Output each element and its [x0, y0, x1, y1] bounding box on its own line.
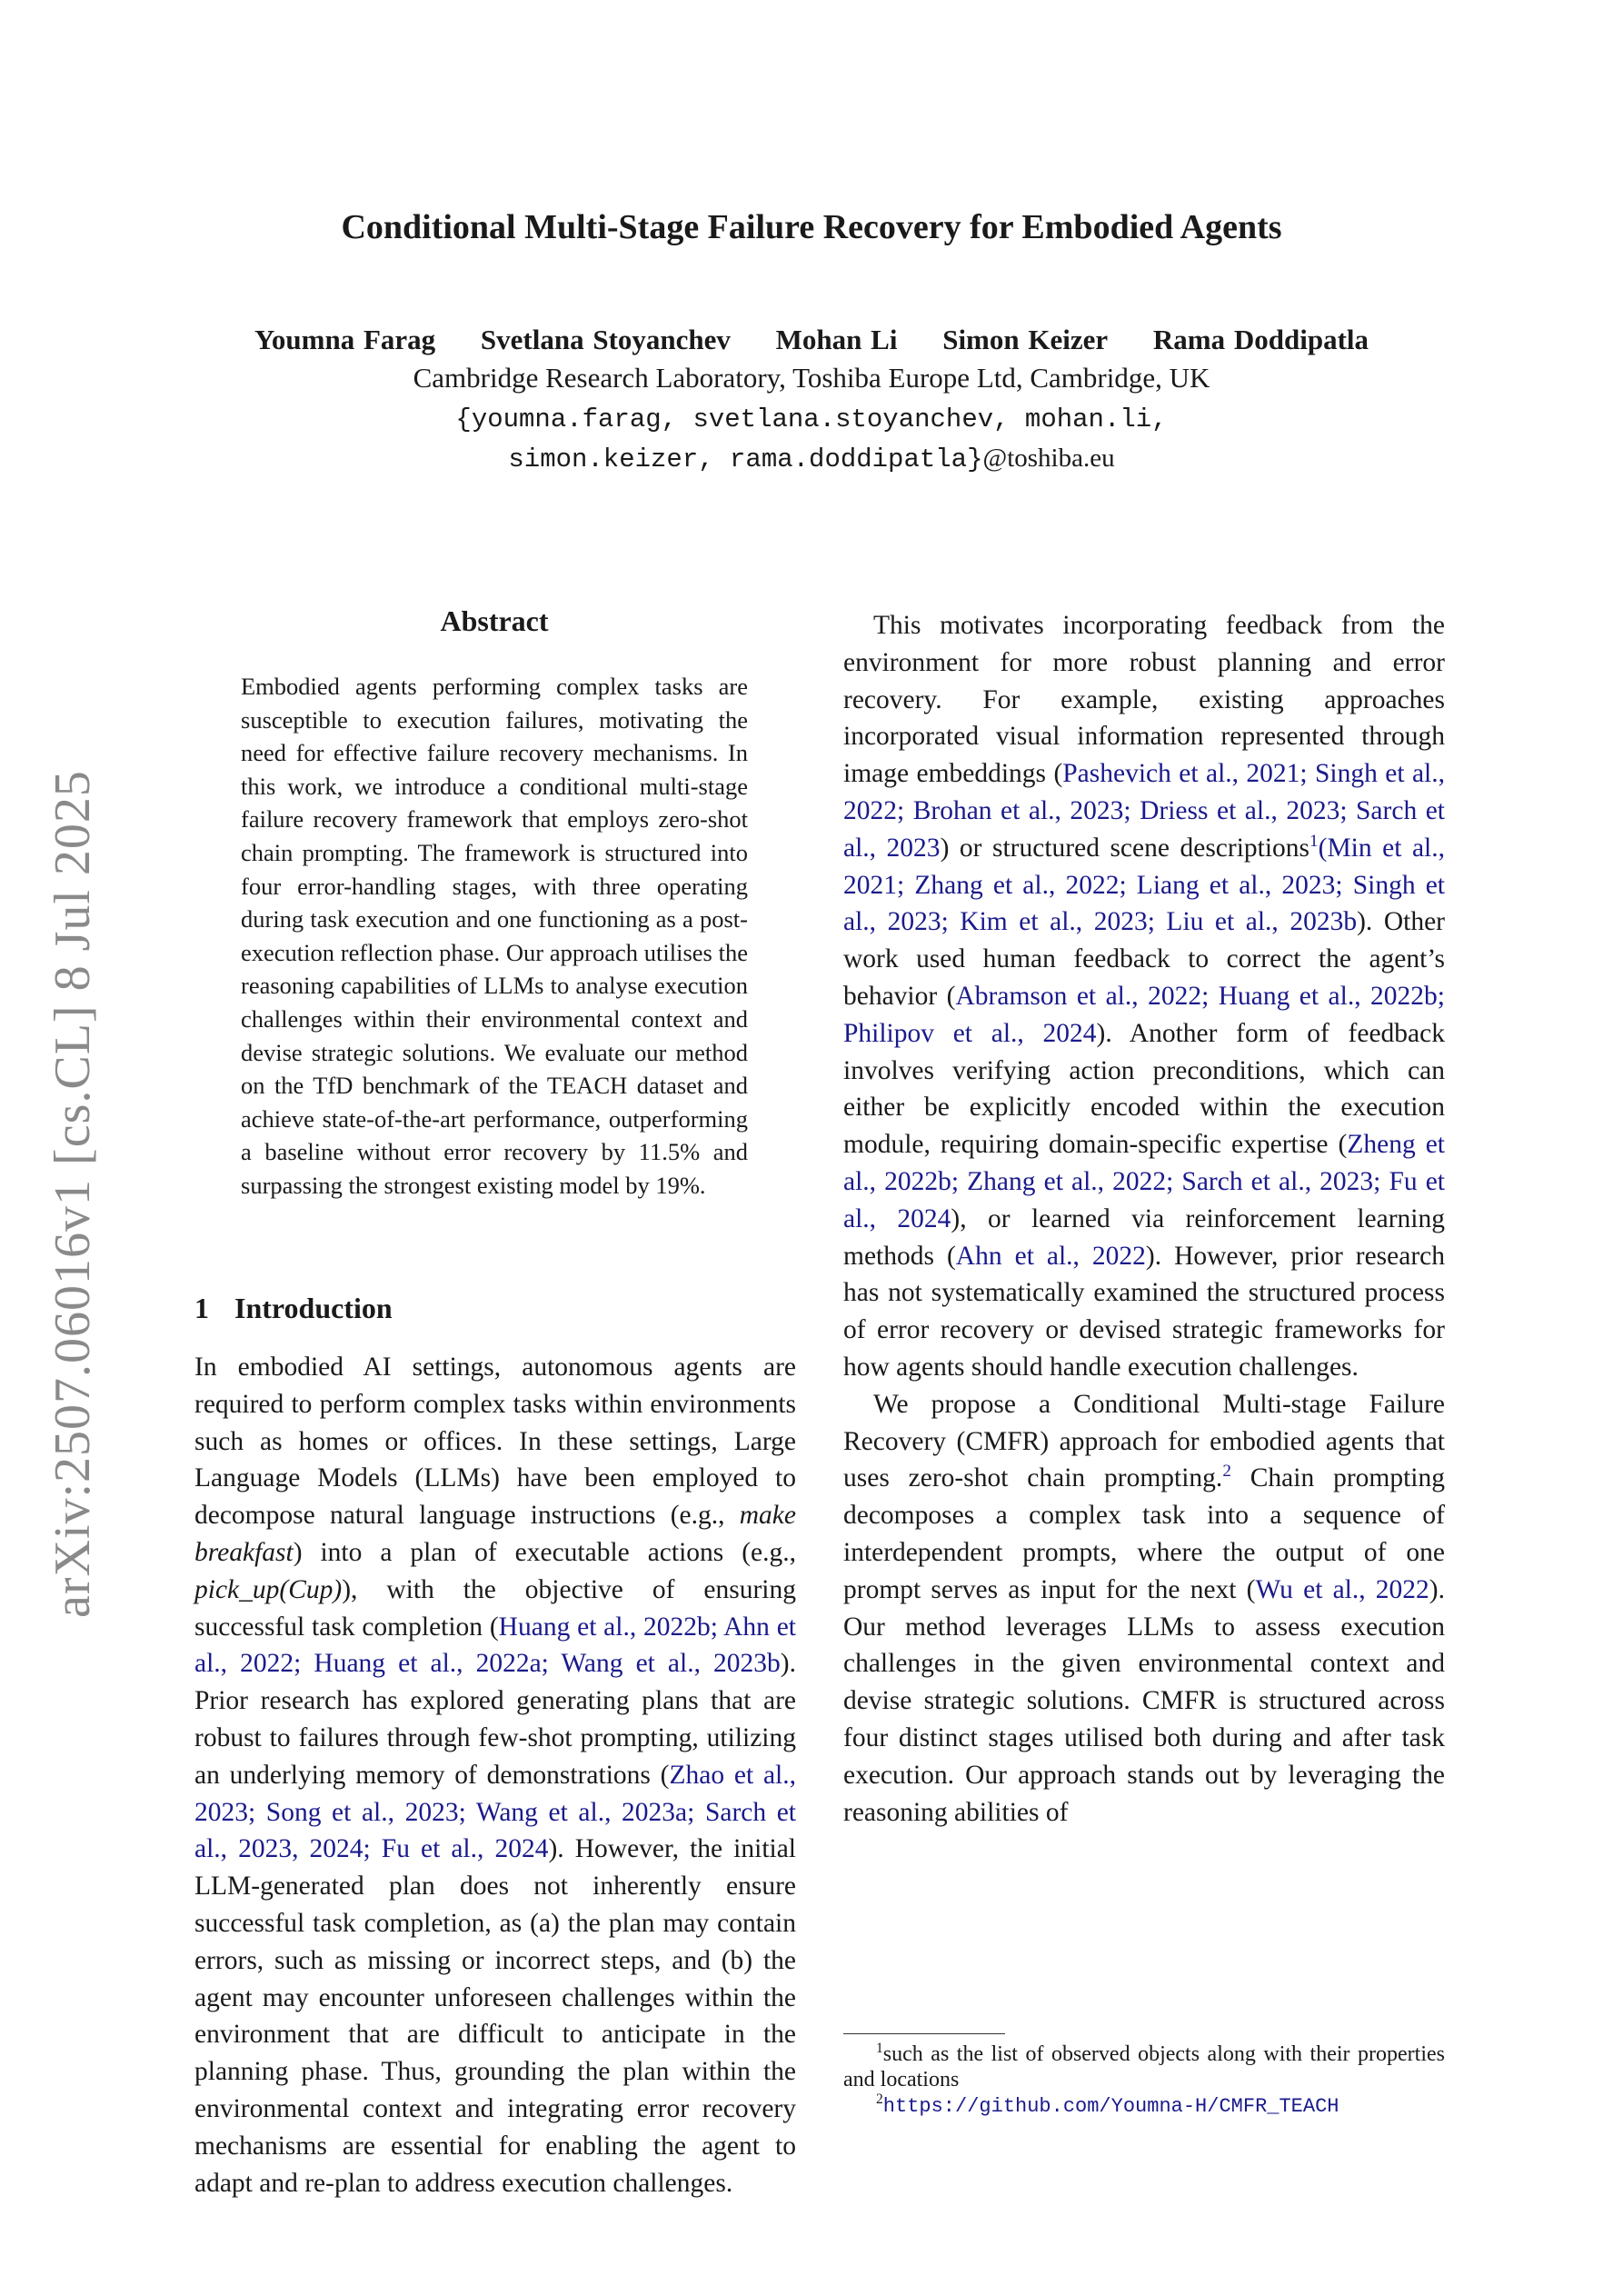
abstract-heading: Abstract [440, 604, 549, 637]
intro-paragraph-2: This motivates incorporating feedback from the environment for more robust planning and error recovery. For example, existing approaches incorporated visual information represented through image embeddings (Pashevich et al., 2021; Singh et al., 2022; Brohan et al., 2023; Driess et al., 2023; Sarch et al., 2023) or structured scene descriptions$^1$(Min et al., 2021; Zhang et al., 2022; Liang et al., 2023; Singh et al., 2023; Kim et al., 2023; Liu et al., 2023b). Other work used human feedback to correct the agent’s behavior (Abramson et al., 2022; Huang et al., 2022b; Philipov et al., 2024). Another form of feedback involves verifying action preconditions, which can either be explicitly encoded within the execution module, requiring domain-specific expertise (Zheng et al., 2022b; Zhang et al., 2022; Sarch et al., 2023; Fu et al., 2024), or learned via reinforcement learning methods (Ahn et al., 2022). However, prior research has not systematically examined the structured process of error recovery or devised strategic frameworks for how agents should handle execution challenges. [843, 611, 1446, 1382]
author-name: Simon Keizer [942, 324, 1109, 355]
paper-title: Conditional Multi-Stage Failure Recovery for Embodied Agents [341, 208, 1282, 246]
footnote-2: $^2$https://github.com/Youmna-H/CMFR_TEACH [876, 2091, 1339, 2118]
section-number: 1 [194, 1292, 209, 1324]
abstract-text: Embodied agents performing complex tasks are susceptible to execution failures, motivating the need for effective failure recovery mechanisms. In this work, we introduce a conditional multi-stage failure recovery framework that employs zero-shot chain prompting. The framework is structured into four error-handling stages, with three operating during task execution and one functioning as a post-execution reflection phase. Our approach utilises the reasoning capabilities of LLMs to analyse execution challenges within their environmental context and devise strategic solutions. We evaluate our method on the TfD benchmark of the TEACH dataset and achieve state-of-the-art performance, outperforming a baseline without error recovery by 11.5% and surpassing the strongest existing model by 19%. [241, 673, 748, 1199]
email-line: {youmna.farag, svetlana.stoyanchev, mohan.li, [455, 404, 1168, 434]
arxiv-side-label: arXiv:2507.06016v1 [cs.CL] 8 Jul 2025 [45, 770, 101, 1618]
citation-link[interactable]: Zhao et al., 2023; Song et al., 2023; Wang et al., 2023a; Sarch et al., 2023, 2024; Fu et al., 2024 [194, 1760, 796, 1864]
footnotes [843, 2041, 1445, 2120]
intro-column-right [843, 607, 1445, 1831]
author-name: Mohan Li [775, 324, 898, 355]
citation-link[interactable]: Ahn et al., 2022 [955, 1241, 1146, 1271]
author-name: Youmna Farag [254, 324, 436, 355]
citation-link[interactable]: Huang et al., 2022b; Ahn et al., 2022; Huang et al., 2022a; Wang et al., 2023b [194, 1612, 796, 1679]
footnote-ref[interactable]: 1 [1309, 831, 1319, 851]
section-title: Introduction [234, 1292, 393, 1324]
footnote-divider [843, 2033, 1005, 2034]
intro-paragraph-1: In embodied AI settings, autonomous agents are required to perform complex tasks within environments such as homes or offices. In these settings, Large Language Models (LLMs) have been employed to decompose natural language instructions (e.g., make breakfast) into a plan of executable actions (e.g., pick_up(Cup)), with the objective of ensuring successful task completion (Huang et al., 2022b; Ahn et al., 2022; Huang et al., 2022a; Wang et al., 2023b). Prior research has explored generating plans that are robust to failures through few-shot prompting, utilizing an underlying memory of demonstrations (Zhao et al., 2023; Song et al., 2023; Wang et al., 2023a; Sarch et al., 2023, 2024; Fu et al., 2024). However, the initial LLM-generated plan does not inherently ensure successful task completion, as (a) the plan may contain errors, such as missing or incorrect steps, and (b) the agent may encounter unforeseen challenges within the environment that are difficult to anticipate in the planning phase. Thus, grounding the plan within the environmental context and integrating error recovery mechanisms are essential for enabling the agent to adapt and re-plan to address execution challenges. [194, 1353, 796, 2198]
author-name: Svetlana Stoyanchev [480, 324, 731, 355]
citation-link[interactable]: Abramson et al., 2022; Huang et al., 2022b; Philipov et al., 2024 [843, 981, 1445, 1048]
author-list [0, 324, 1623, 356]
email-names: simon.keizer, rama.doddipatla} [508, 444, 983, 474]
email-line [0, 439, 1623, 479]
author-name: Rama Doddipatla [1152, 324, 1369, 355]
citation-link[interactable]: Wu et al., 2022 [1255, 1574, 1429, 1604]
affiliation: Cambridge Research Laboratory, Toshiba Europe Ltd, Cambridge, UK [413, 362, 1210, 394]
citation-link[interactable]: Zheng et al., 2022b; Zhang et al., 2022; Sarch et al., 2023; Fu et al., 2024 [843, 1130, 1445, 1233]
email-domain: @toshiba.eu [982, 444, 1115, 473]
footnote-1: $^1$such as the list of observed objects along with their properties and locations [843, 2041, 1445, 2091]
footnote-ref[interactable]: 2 [1222, 1462, 1231, 1482]
author-emails [0, 400, 1623, 479]
intro-column-left [194, 1349, 796, 2201]
citation-link[interactable]: (Min et al., 2021; Zhang et al., 2022; Liang et al., 2023; Singh et al., 2023; Kim et al., 2023; Liu et al., 2023b [843, 833, 1445, 937]
repository-link[interactable]: https://github.com/Youmna-H/CMFR_TEACH [882, 2095, 1339, 2118]
intro-paragraph-3: We propose a Conditional Multi-stage Failure Recovery (CMFR) approach for embodied agents that uses zero-shot chain prompting.$^2$ Chain prompting decomposes a complex task into a sequence of interdependent prompts, where the output of one prompt serves as input for the next (Wu et al., 2022). Our method leverages LLMs to assess execution challenges in the given environmental context and devise strategic solutions. CMFR is structured across four distinct stages utilised both during and after task execution. Our approach stands out by leveraging the reasoning abilities of [843, 1389, 1445, 1827]
section-heading [194, 1292, 393, 1325]
citation-link[interactable]: Pashevich et al., 2021; Singh et al., 2022; Brohan et al., 2023; Driess et al., 2023; Sarch et al., 2023 [843, 759, 1445, 863]
